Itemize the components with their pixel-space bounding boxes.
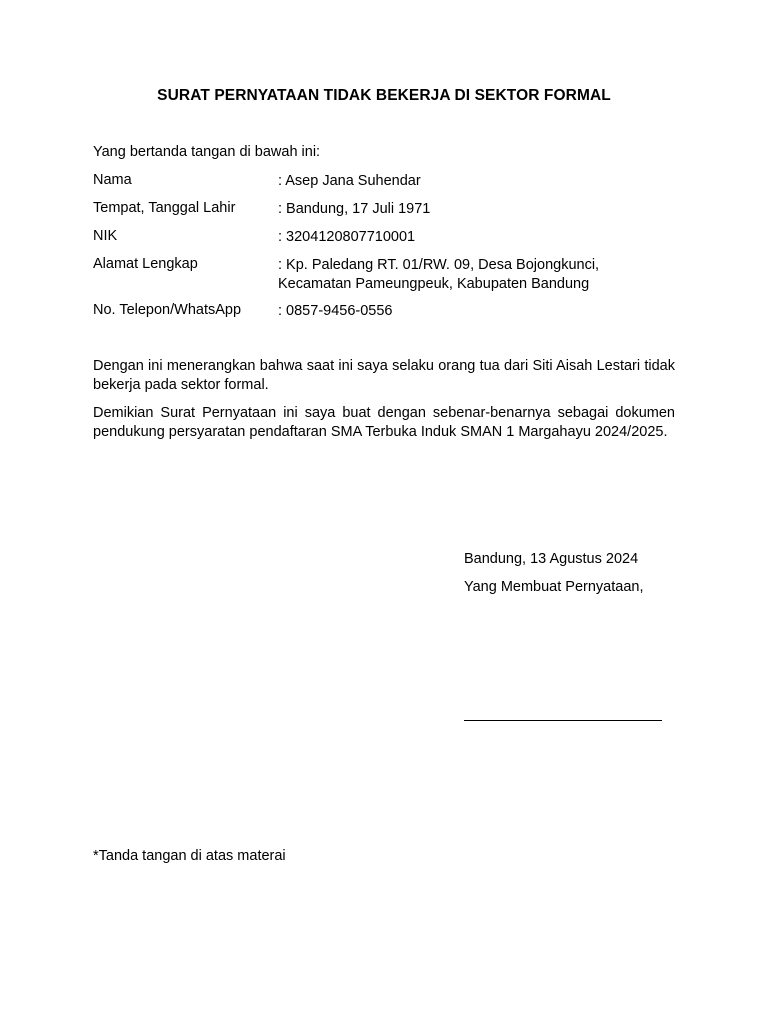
field-value <box>278 228 415 247</box>
signature-line <box>464 720 662 721</box>
signature-role: Yang Membuat Pernyataan, <box>464 579 644 595</box>
field-value-line: : Kp. Paledang RT. 01/RW. 09, Desa Bojongkunci, <box>278 257 600 273</box>
document-title: SURAT PERNYATAAN TIDAK BEKERJA DI SEKTOR FORMAL <box>157 87 611 104</box>
field-value-line: : Asep Jana Suhendar <box>278 173 421 189</box>
field-value <box>278 302 393 321</box>
intro-text: Yang bertanda tangan di bawah ini: <box>93 144 321 160</box>
field-value <box>278 256 599 294</box>
field-value-line: : Bandung, 17 Juli 1971 <box>278 201 431 217</box>
statement-paragraph: Dengan ini menerangkan bahwa saat ini saya selaku orang tua dari Siti Aisah Lestari tidak bekerja pada sektor formal. <box>93 358 675 393</box>
signature-place-date: Bandung, 13 Agustus 2024 <box>464 551 639 567</box>
field-label: Tempat, Tanggal Lahir <box>93 200 236 216</box>
field-label: Nama <box>93 172 132 188</box>
field-label: No. Telepon/WhatsApp <box>93 302 242 318</box>
field-value <box>278 172 421 191</box>
field-value <box>278 200 430 219</box>
field-value-line: : 0857-9456-0556 <box>278 303 393 319</box>
field-label: Alamat Lengkap <box>93 256 198 272</box>
field-label: NIK <box>93 228 118 244</box>
closing-paragraph: Demikian Surat Pernyataan ini saya buat dengan sebenar-benarnya sebagai dokumen pendukung persyaratan pendaftaran SMA Terbuka Induk SMAN 1 Margahayu 2024/2025. <box>93 405 675 440</box>
field-value-line: Kecamatan Pameungpeuk, Kabupaten Bandung <box>278 276 590 292</box>
field-value-line: : 3204120807710001 <box>278 229 416 245</box>
footnote: *Tanda tangan di atas materai <box>93 848 286 864</box>
